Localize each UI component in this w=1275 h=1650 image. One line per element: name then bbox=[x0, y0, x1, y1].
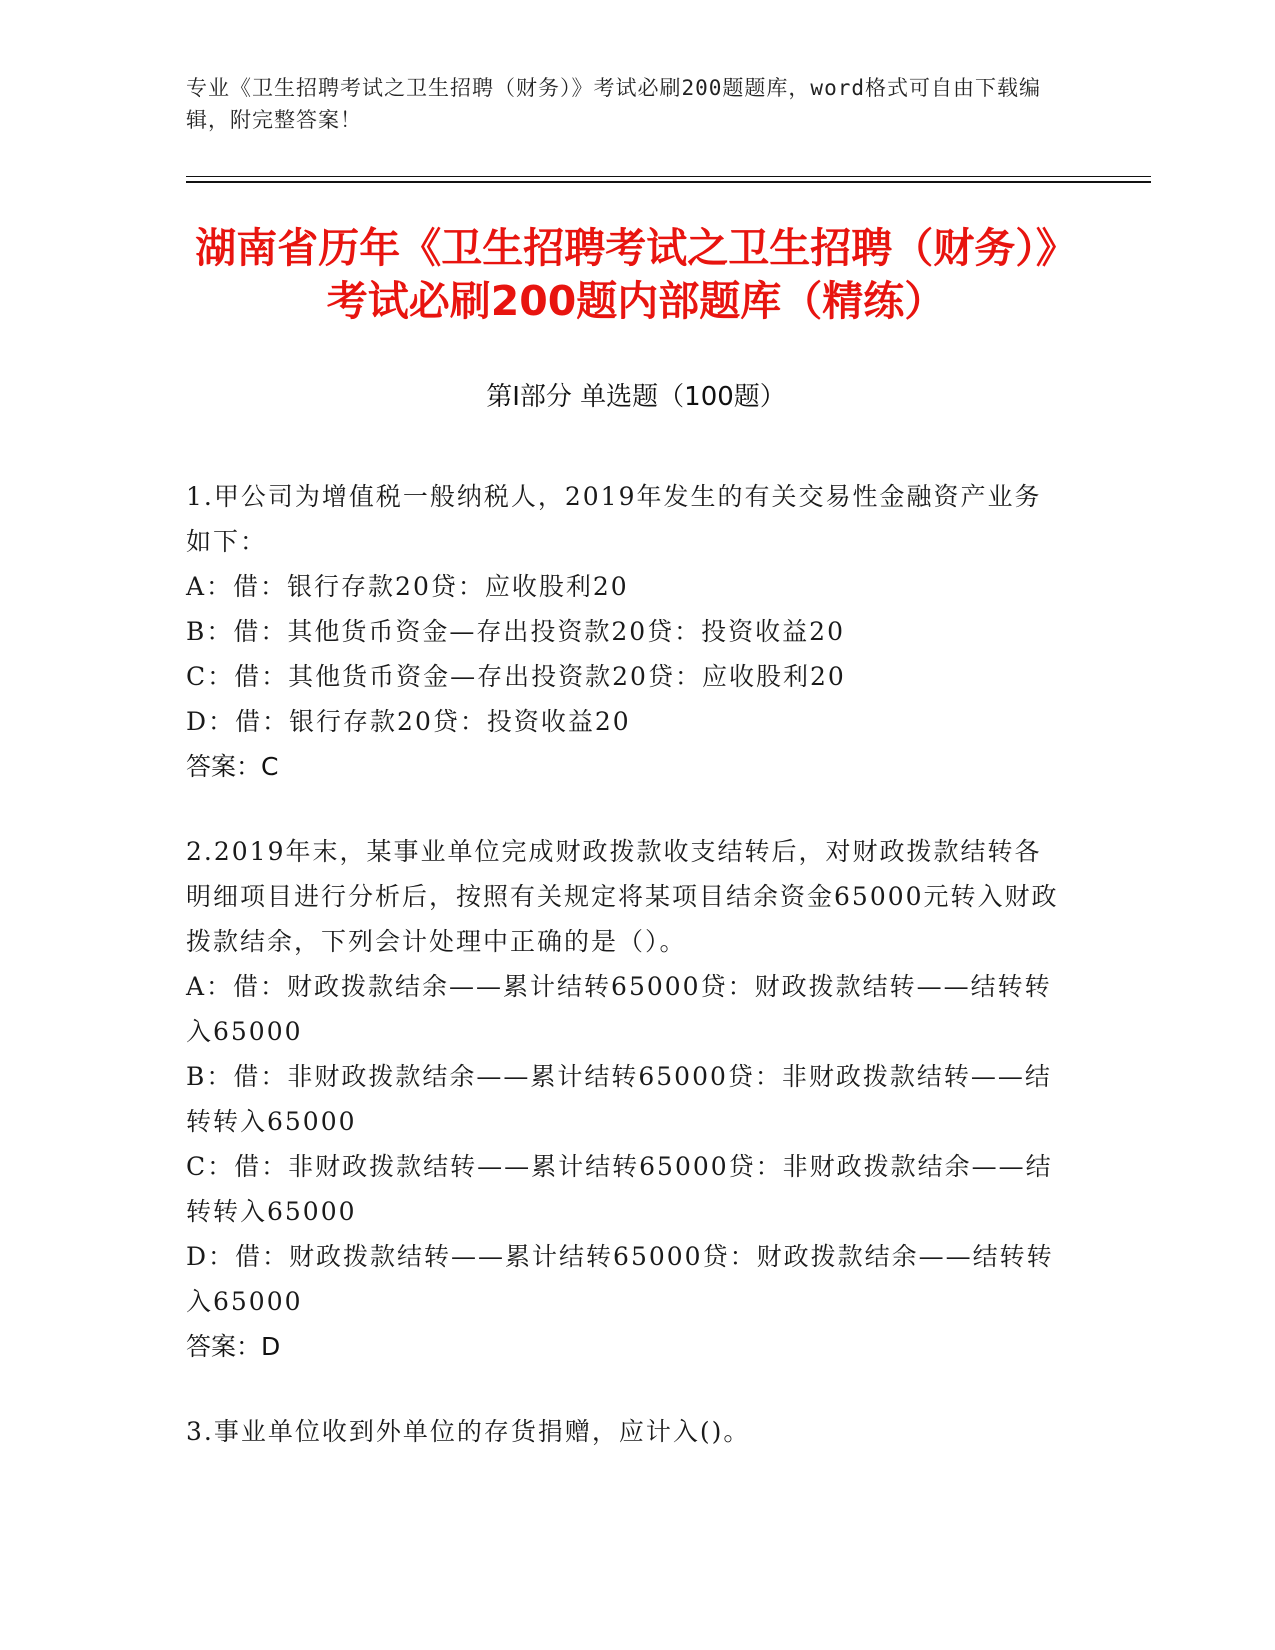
answer-line: 答案：C bbox=[186, 752, 279, 781]
option-b: B：借：非财政拨款结余——累计结转65000贷：非财政拨款结转——结转转入65000 bbox=[186, 1062, 1052, 1136]
question-1 bbox=[186, 474, 1066, 789]
section-heading: 第Ⅰ部分 单选题（100题） bbox=[486, 382, 786, 412]
question-2 bbox=[186, 829, 1066, 1369]
question-list bbox=[186, 474, 1066, 1494]
question-stem: 2.2019年末，某事业单位完成财政拨款收支结转后，对财政拨款结转各明细项目进行分析后，按照有关规定将某项目结余资金65000元转入财政拨款结余，下列会计处理中正确的是（）。 bbox=[186, 837, 1059, 956]
option-b: B：借：其他货币资金—存出投资款20贷：投资收益20 bbox=[186, 617, 845, 646]
option-a: A：借：财政拨款结余——累计结转65000贷：财政拨款结转——结转转入65000 bbox=[186, 972, 1052, 1046]
header-note: 专业《卫生招聘考试之卫生招聘（财务）》考试必刷200题题库，word格式可自由下载编辑，附完整答案！ bbox=[186, 76, 1041, 132]
question-stem: 3.事业单位收到外单位的存货捐赠，应计入()。 bbox=[186, 1417, 751, 1446]
header-divider-thick bbox=[186, 181, 1151, 183]
question-3 bbox=[186, 1409, 1066, 1454]
option-c: C：借：非财政拨款结转——累计结转65000贷：非财政拨款结余——结转转入65000 bbox=[186, 1152, 1053, 1226]
answer-line: 答案：D bbox=[186, 1332, 281, 1361]
question-stem: 1.甲公司为增值税一般纳税人，2019年发生的有关交易性金融资产业务如下： bbox=[186, 482, 1042, 556]
header-divider-thin bbox=[186, 176, 1151, 177]
option-a: A：借：银行存款20贷：应收股利20 bbox=[186, 572, 629, 601]
option-c: C：借：其他货币资金—存出投资款20贷：应收股利20 bbox=[186, 662, 846, 691]
option-d: D：借：财政拨款结转——累计结转65000贷：财政拨款结余——结转转入65000 bbox=[186, 1242, 1054, 1316]
option-d: D：借：银行存款20贷：投资收益20 bbox=[186, 707, 631, 736]
document-title: 湖南省历年《卫生招聘考试之卫生招聘（财务）》考试必刷200题内部题库（精练） bbox=[195, 224, 1077, 325]
